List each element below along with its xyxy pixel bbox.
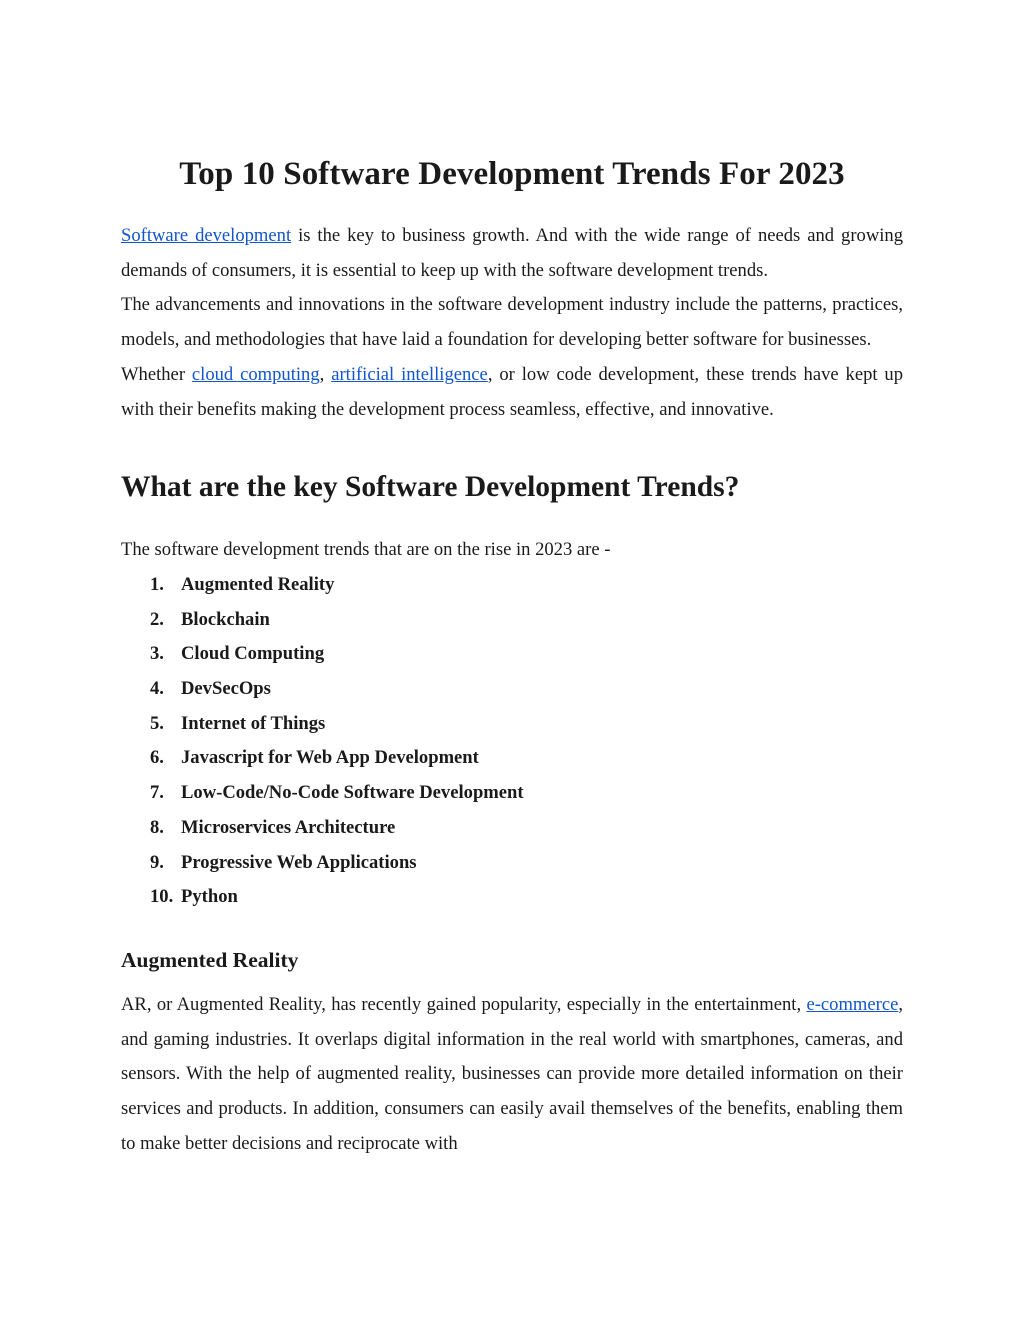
list-item-number: 6.: [150, 747, 164, 769]
list-item-label: Progressive Web Applications: [181, 851, 417, 873]
list-item: [121, 846, 903, 881]
intro-paragraph-1-text: is the key to business growth. And with the wide range of needs and growing demands of consumers, it is essential to keep up with the software development trends.: [121, 225, 904, 281]
list-item-label: Javascript for Web App Development: [181, 747, 479, 769]
intro-paragraph-3: [121, 358, 903, 427]
trends-list: [121, 568, 903, 915]
list-item: [121, 637, 903, 672]
list-item-label: Internet of Things: [181, 712, 326, 734]
list-item: [121, 741, 903, 776]
document-page: [121, 150, 903, 1161]
augmented-reality-paragraph: [121, 988, 903, 1162]
artificial-intelligence-link[interactable]: artificial intelligence: [331, 363, 488, 385]
list-item-label: DevSecOps: [181, 678, 271, 700]
list-item-number: 8.: [150, 816, 164, 838]
list-item-label: Low-Code/No-Code Software Development: [181, 782, 524, 804]
list-item: [121, 776, 903, 811]
list-item-number: 2.: [150, 608, 164, 630]
list-item: [121, 707, 903, 742]
list-item-number: 5.: [150, 712, 164, 734]
list-item-label: Augmented Reality: [181, 573, 335, 595]
intro-paragraph-3-text: , or low code development, these trends have kept up with their benefits making the development process seamless, effective, and innovative.: [121, 363, 904, 420]
trends-intro-text: The software development trends that are on the rise in 2023 are -: [121, 539, 611, 561]
list-item-number: 7.: [150, 782, 164, 804]
document-title: Top 10 Software Development Trends For 2023: [179, 156, 845, 192]
cloud-computing-link[interactable]: cloud computing: [191, 363, 320, 385]
list-item-number: 1.: [150, 573, 164, 595]
list-item-label: Python: [181, 886, 238, 908]
list-item-number: 9.: [150, 851, 164, 873]
list-item-number: 10.: [150, 886, 174, 908]
list-item-label: Cloud Computing: [181, 643, 325, 665]
augmented-reality-text-rest: , and gaming industries. It overlaps digital information in the real world with smartphones, cameras, and sensors. With the help of augmented reality, businesses can provide more detailed information on their services and products. In addition, consumers can easily avail themselves of the benefits, enabling them to make better decisions and reciprocate with: [121, 993, 903, 1154]
list-item-label: Blockchain: [181, 608, 270, 630]
e-commerce-link[interactable]: e-commerce: [806, 993, 899, 1015]
list-item: [121, 880, 903, 915]
augmented-reality-heading: Augmented Reality: [121, 947, 299, 972]
list-item: [121, 603, 903, 638]
intro-paragraph-3-start: Whether: [121, 363, 192, 385]
list-item: [121, 568, 903, 603]
list-item: [121, 672, 903, 707]
list-item: [121, 811, 903, 846]
augmented-reality-text-start: AR, or Augmented Reality, has recently gained popularity, especially in the entertainment,: [121, 993, 807, 1015]
software-development-link[interactable]: Software development: [121, 225, 292, 246]
list-item-number: 3.: [150, 643, 164, 665]
intro-paragraph-2: The advancements and innovations in the software development industry include the patterns, practices, models, and methodologies that have laid a foundation for developing better software for businesses.: [121, 294, 903, 351]
list-item-number: 4.: [150, 678, 164, 700]
intro-paragraph-1: [121, 219, 903, 288]
list-item-label: Microservices Architecture: [181, 816, 396, 838]
key-trends-heading: What are the key Software Development Trends?: [121, 471, 740, 504]
intro-paragraph-3-separator: ,: [319, 363, 332, 385]
